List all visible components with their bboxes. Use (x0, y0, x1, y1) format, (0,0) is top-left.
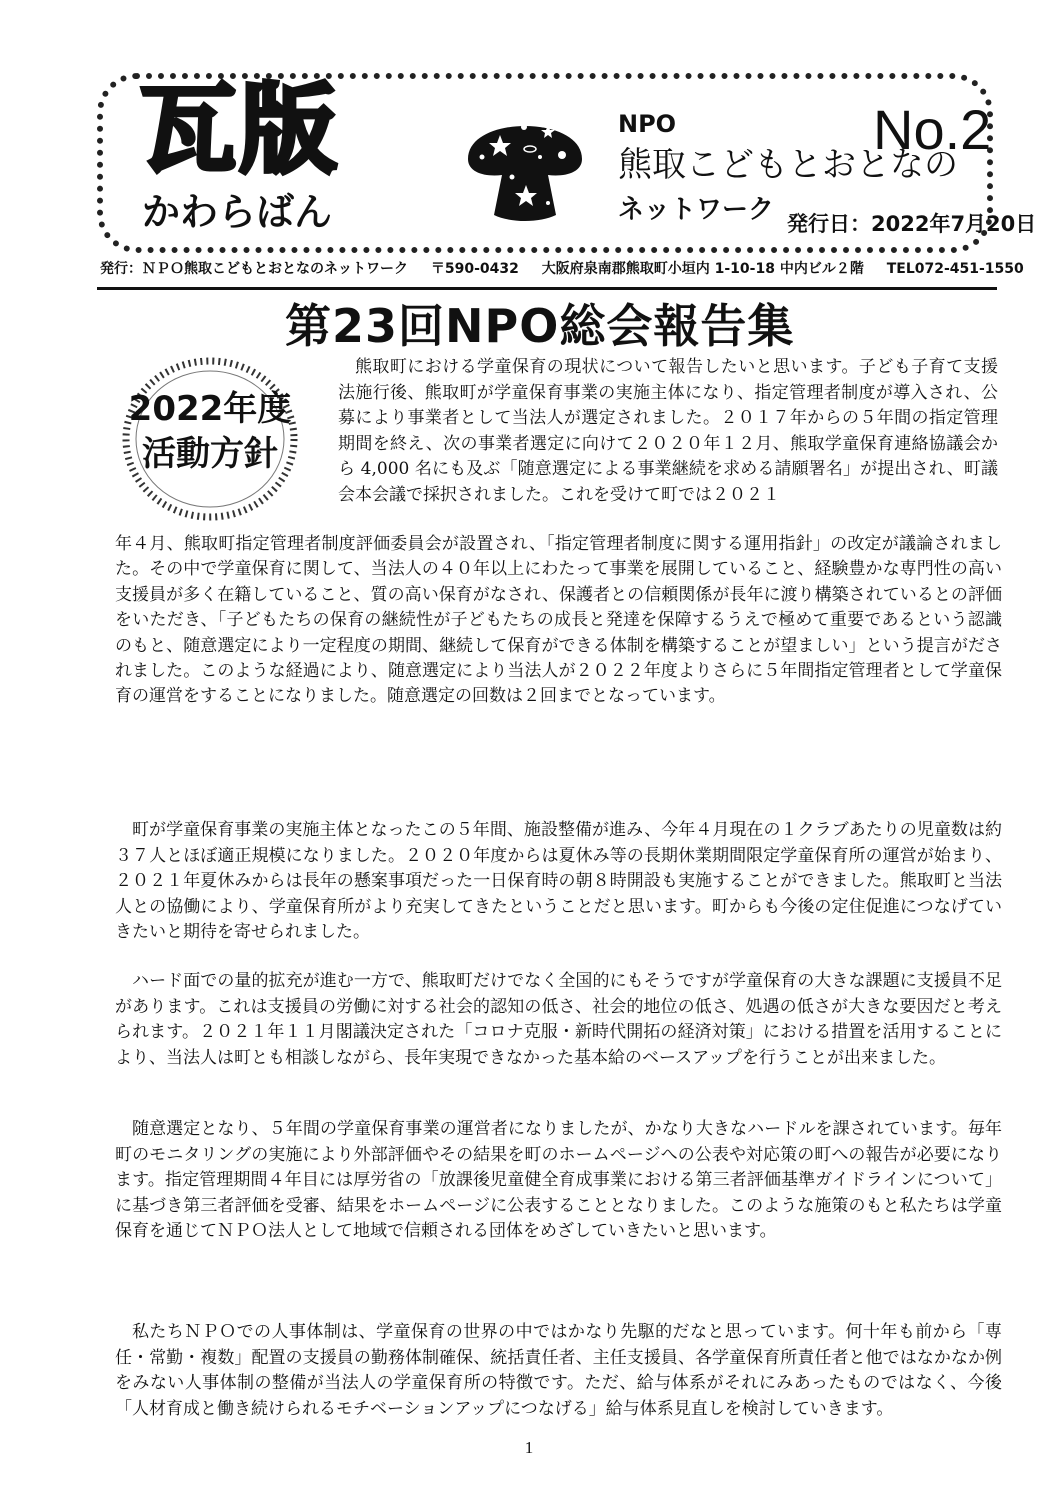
badge-line1: 2022年度 (128, 389, 292, 429)
page-title: 第23回NPO総会報告集 (285, 299, 795, 353)
publisher-tel: TEL072-451-1550 (886, 261, 1024, 277)
page-number: 1 (524, 1438, 534, 1457)
paragraph-4: 随意選定となり、５年間の学童保育事業の運営者になりましたが、かなり大きなハードルを課されています。毎年町のモニタリングの実施により外部評価やその結果を町のホームページへの公表や対応策の町への報告が必要になります。指定管理期間４年目には厚労省の「放課後児童健全育成事業における第三者評価基準ガイドラインについて」に基づき第三者評価を受審、結果をホームページに公表することとなりました。このような施策のもと私たちは学童保育を通じてＮＰＯ法人として地域で信頼される団体をめざしていきたいと思います。 (115, 1119, 1002, 1241)
org-prefix: NPO (618, 110, 677, 138)
paragraph-1-start: 熊取町における学童保育の現状について報告したいと思います。子ども子育て支援法施行後、熊取町が学童保育事業の実施主体になり、指定管理者制度が導入され、公募により事業者として当法人が選定されました。２０１７年からの５年間の指定管理期間を終え、次の事業者選定に向けて２０２０年１２月、熊取学童保育連絡協議会から 4,000 名にも及ぶ「随意選定による事業継続を求める請願署名」が提出され、町議会本会議で採択されました。これを受けて町では２０２１ (338, 357, 998, 505)
publisher-postal: 〒590-0432 (430, 261, 519, 277)
starry-mushroom-logo-icon (460, 97, 590, 227)
org-name-line2: ネットワーク (618, 195, 775, 225)
badge-line2: 活動方針 (142, 433, 278, 474)
publisher-address: 大阪府泉南郡熊取町小垣内 1-10-18 中内ビル２階 (541, 261, 864, 277)
issue-number: No.2 (873, 98, 992, 161)
logo-reading: かわらばん (142, 190, 333, 234)
org-name-line1: 熊取こどもとおとなの (618, 145, 958, 185)
paragraph-1-continued: 年４月、熊取町指定管理者制度評価委員会が設置され、「指定管理者制度に関する運用指針」の改定が議論されました。その中で学童保育に関して、当法人の４０年以上にわたって事業を展開していること、経験豊かな専門性の高い支援員が多く在籍していること、質の高い保育がなされ、保護者との信頼関係が長年に渡り構築されているとの評価をいただき、「子どもたちの保育の継続性が子どもたちの成長と発達を保障するうえで極めて重要であるという認識のもと、随意選定により一定程度の期間、継続して保育ができる体制を構築することが望ましい」という提言がだされました。このような経過により、随意選定により当法人が２０２２年度よりさらに５年間指定管理者として学童保育の運営をすることになりました。随意選定の回数は２回までとなっています。 (115, 534, 1002, 707)
header-rule (97, 287, 997, 290)
badge-label (120, 387, 300, 477)
logo-title: 瓦版 (140, 74, 340, 186)
paragraph-2: 町が学童保育事業の実施主体となったこの５年間、施設整備が進み、今年４月現在の１クラブあたりの児童数は約３７人とほぼ適正規模になりました。２０２０年度からは夏休み等の長期休業期間限定学童保育所の運営が始まり、２０２１年夏休みからは長年の懸案事項だった一日保育時の朝８時開設も実施することができました。熊取町と当法人との協働により、学童保育所がより充実してきたということだと思います。町からも今後の定住促進につなげていきたいと期待を寄せられました。 (115, 820, 1002, 942)
paragraph-5: 私たちＮＰＯでの人事体制は、学童保育の世界の中ではかなり先駆的だなと思っています。何十年も前から「専任・常勤・複数」配置の支援員の勤務体制確保、統括責任者、主任支援員、各学童保育所責任者と他ではなかなか例をみない人事体制の整備が当法人の学童保育所の特徴です。ただ、給与体系がそれにみあったものではなく、今後「人材育成と働き続けられるモチベーションアップにつなげる」給与体系見直しを検討していきます。 (115, 1322, 1002, 1419)
publisher-name: 発行：ＮＰＯ熊取こどもとおとなのネットワーク (100, 261, 408, 277)
paragraph-3: ハード面での量的拡充が進む一方で、熊取町だけでなく全国的にもそうですが学童保育の大きな課題に支援員不足があります。これは支援員の労働に対する社会的認知の低さ、社会的地位の低さ、処遇の低さが大きな要因だと考えられます。２０２１年１１月閣議決定された「コロナ克服・新時代開拓の経済対策」における措置を活用することにより、当法人は町とも相談しながら、長年実現できなかった基本給のベースアップを行うことが出来ました。 (115, 971, 1002, 1068)
issue-date: 発行日：2022年7月20日 (787, 212, 1037, 236)
publisher-info (100, 261, 1024, 277)
